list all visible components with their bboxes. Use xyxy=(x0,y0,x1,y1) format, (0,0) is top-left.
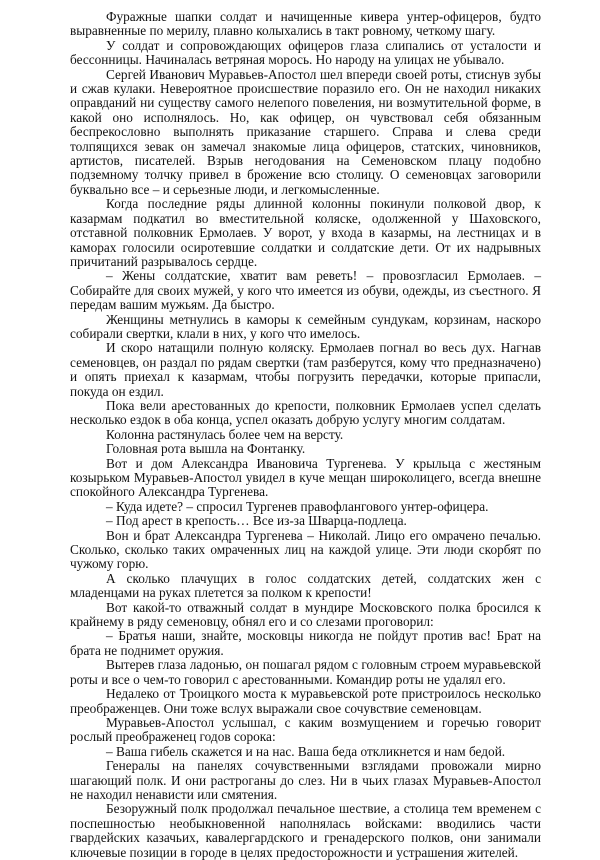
paragraph: Безоружный полк продолжал печальное шествие, а столица тем временем с поспешностью необыкновенной наполнялась войсками: вводились части гвардейских казачьих, кавалергардского и гренадерского полков, они занимали ключевые позиции в городе в целях предосторожности и устрашения жителей. xyxy=(70,801,541,860)
paragraph: Колонна растянулась более чем на версту. xyxy=(106,426,344,442)
paragraph: Сергей Иванович Муравьев-Апостол шел впереди своей роты, стиснув зубы и сжав кулаки. Невероятное происшествие поразило его. Он не находил никаких оправданий ни существу самого нелепого повеления, ни возмутительной форме, в какой оно исполнялось. Но, как офицер, он чувствовал себя обязанным беспрекословно выполнять приказание старшего. Справа и слева среди толпящихся зевак он замечал знакомые лица офицеров, статских, чиновников, артистов, писателей. Взрыв негодования на Семеновском плацу подобно подземному толчку привел в брожение всю столицу. О семеновцах заговорили буквально все – и серьезные люди, и легкомысленные. xyxy=(70,66,541,197)
paragraph: – Ваша гибель скажется и на нас. Ваша беда откликнется и нам бедой. xyxy=(106,743,506,759)
paragraph: Вон и брат Александра Тургенева – Николай. Лицо его омрачено печалью. Сколько, сколько таких омраченных лиц на каждой улице. Эти люди скорбят по чужому горю. xyxy=(70,527,541,572)
paragraph: У солдат и сопровождающих офицеров глаза слипались от усталости и бессонницы. Начиналась ветряная морось. Но народу на улицах не убывало. xyxy=(70,37,541,68)
paragraph: Недалеко от Троицкого моста к муравьевской роте пристроилось несколько преображенцев. Они тоже вслух выражали свое сочувствие семеновцам. xyxy=(70,686,541,716)
paragraph: – Братья наши, знайте, московцы никогда не пойдут против вас! Брат на брата не поднимет оружия. xyxy=(70,628,541,658)
paragraph: Вот и дом Александра Ивановича Тургенева. У крыльца с жестяным козырьком Муравьев-Апостол увидел в куче мещан широколицего, всегда внешне спокойного Александра Тургенева. xyxy=(70,455,541,500)
paragraph: Вытерев глаза ладонью, он пошагал рядом с головным строем муравьевской роты и все о чем-то говорил с арестованными. Командир роты не удалял его. xyxy=(70,657,541,687)
paragraph: Вот какой-то отважный солдат в мундире Московского полка бросился к крайнему в ряду семеновцу, обнял его и со слезами проговорил: xyxy=(70,599,541,630)
paragraph: Пока вели арестованных до крепости, полковник Ермолаев успел сделать несколько ездок в оба конца, успел оказать добрую услугу многим солдатам. xyxy=(70,397,541,428)
paragraph: Генералы на панелях сочувственными взглядами провожали мирно шагающий полк. И они растроганы до слез. Ни в чьих глазах Муравьев-Апостол не находил ненависти или смятения. xyxy=(70,758,541,802)
paragraph: И скоро натащили полную коляску. Ермолаев погнал во весь дух. Нагнав семеновцев, он раздал по рядам свертки (там разберутся, кому что предназначено) и опять приехал к казармам, чтобы погрузить передачки, которые припасли, покуда он ездил. xyxy=(70,340,541,399)
paragraph: Фуражные шапки солдат и начищенные кивера унтер-офицеров, будто выравненные по мерилу, плавно колыхались в такт ровному, четкому шагу. xyxy=(70,9,541,39)
paragraph: – Под арест в крепость… Все из-за Шварца-подлеца. xyxy=(106,513,407,529)
paragraph: Когда последние ряды длинной колонны покинули полковой двор, к казармам подкатил во вместительной коляске, одолженной у Шаховского, отставной полковник Ермолаев. У ворот, у входа в казармы, на лестницах и в каморах голосили осиротевшие солдатки и солдатские дети. От их надрывных причитаний разрывалось сердце. xyxy=(70,196,541,269)
paragraph: Женщины метнулись в каморы к семейным сундукам, корзинам, наскоро собирали свертки, клали в них, у кого что имелось. xyxy=(70,311,541,341)
paragraph: Головная рота вышла на Фонтанку. xyxy=(106,441,306,457)
document-page xyxy=(70,10,541,860)
paragraph: Муравьев-Апостол услышал, с каким возмущением и горечью говорит рослый преображенец годов сорока: xyxy=(70,714,541,745)
paragraph: А сколько плачущих в голос солдатских детей, солдатских жен с младенцами на руках плетется за полком к крепости! xyxy=(70,570,541,601)
paragraph: – Жены солдатские, хватит вам реветь! – провозгласил Ермолаев. – Собирайте для своих мужей, у кого что имеется из обуви, одежды, из съестного. Я передам вашим мужьям. Да быстро. xyxy=(70,268,541,313)
paragraph: – Куда идете? – спросил Тургенев правофлангового унтер-офицера. xyxy=(106,498,489,514)
